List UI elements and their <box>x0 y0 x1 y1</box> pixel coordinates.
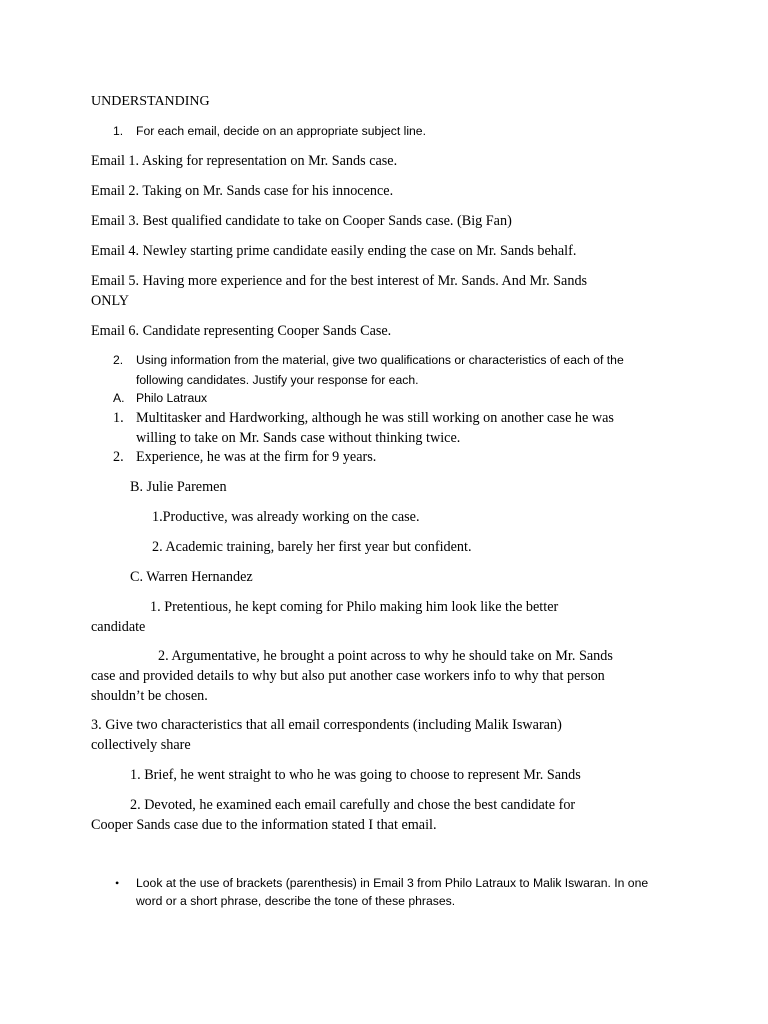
candidate-b-item-2: 2. Academic training, barely her first year but confident. <box>152 539 472 555</box>
question-2-number: 2. <box>113 353 124 367</box>
candidate-a-name: Philo Latraux <box>136 391 208 405</box>
candidate-a-item-2: Experience, he was at the firm for 9 years. <box>136 449 377 465</box>
candidate-b-title: B. Julie Paremen <box>130 479 227 495</box>
email-5-answer: Email 5. Having more experience and for the best interest of Mr. Sands. And Mr. Sands <box>91 273 588 289</box>
bullet-question-text: Look at the use of brackets (parenthesis) in Email 3 from Philo Latraux to Malik Iswaran. In one <box>136 876 649 890</box>
candidate-c-item-1-continued: candidate <box>91 619 146 635</box>
candidate-b-item-1: 1.Productive, was already working on the case. <box>152 509 420 525</box>
question-3-answer-2-continued: Cooper Sands case due to the information stated I that email. <box>91 817 437 833</box>
candidate-a-item-1: Multitasker and Hardworking, although he was still working on another case he was <box>136 410 614 426</box>
question-3-text: 3. Give two characteristics that all email correspondents (including Malik Iswaran) <box>91 717 562 733</box>
question-1-number: 1. <box>113 124 124 138</box>
question-1-text: For each email, decide on an appropriate subject line. <box>136 124 426 138</box>
document-heading: UNDERSTANDING <box>91 94 210 109</box>
email-4-answer: Email 4. Newley starting prime candidate easily ending the case on Mr. Sands behalf. <box>91 243 577 259</box>
candidate-c-item-2-continued-2: shouldn’t be chosen. <box>91 688 208 704</box>
question-2-text-continued: following candidates. Justify your response for each. <box>136 373 419 387</box>
email-3-answer: Email 3. Best qualified candidate to take on Cooper Sands case. (Big Fan) <box>91 213 512 229</box>
candidate-c-item-2-continued: case and provided details to why but also put another case workers info to why that person <box>91 668 605 684</box>
question-3-answer-1: 1. Brief, he went straight to who he was going to choose to represent Mr. Sands <box>130 767 581 783</box>
candidate-c-item-2: 2. Argumentative, he brought a point across to why he should take on Mr. Sands <box>158 648 613 664</box>
email-5-answer-continued: ONLY <box>91 293 129 309</box>
bullet-question-text-continued: word or a short phrase, describe the tone of these phrases. <box>136 894 456 908</box>
candidate-a-item-2-number: 2. <box>113 449 124 465</box>
bullet-icon: • <box>115 876 120 890</box>
candidate-a-letter: A. <box>113 391 125 405</box>
candidate-a-item-1-number: 1. <box>113 410 124 426</box>
candidate-a-item-1-continued: willing to take on Mr. Sands case without thinking twice. <box>136 430 461 446</box>
email-1-answer: Email 1. Asking for representation on Mr. Sands case. <box>91 153 398 169</box>
email-6-answer: Email 6. Candidate representing Cooper Sands Case. <box>91 323 392 339</box>
question-3-answer-2: 2. Devoted, he examined each email carefully and chose the best candidate for <box>130 797 576 813</box>
candidate-c-title: C. Warren Hernandez <box>130 569 253 585</box>
candidate-c-item-1: 1. Pretentious, he kept coming for Philo making him look like the better <box>150 599 559 615</box>
question-2-text: Using information from the material, give two qualifications or characteristics of each of the <box>136 353 624 367</box>
email-2-answer: Email 2. Taking on Mr. Sands case for his innocence. <box>91 183 394 199</box>
question-3-text-continued: collectively share <box>91 737 191 753</box>
